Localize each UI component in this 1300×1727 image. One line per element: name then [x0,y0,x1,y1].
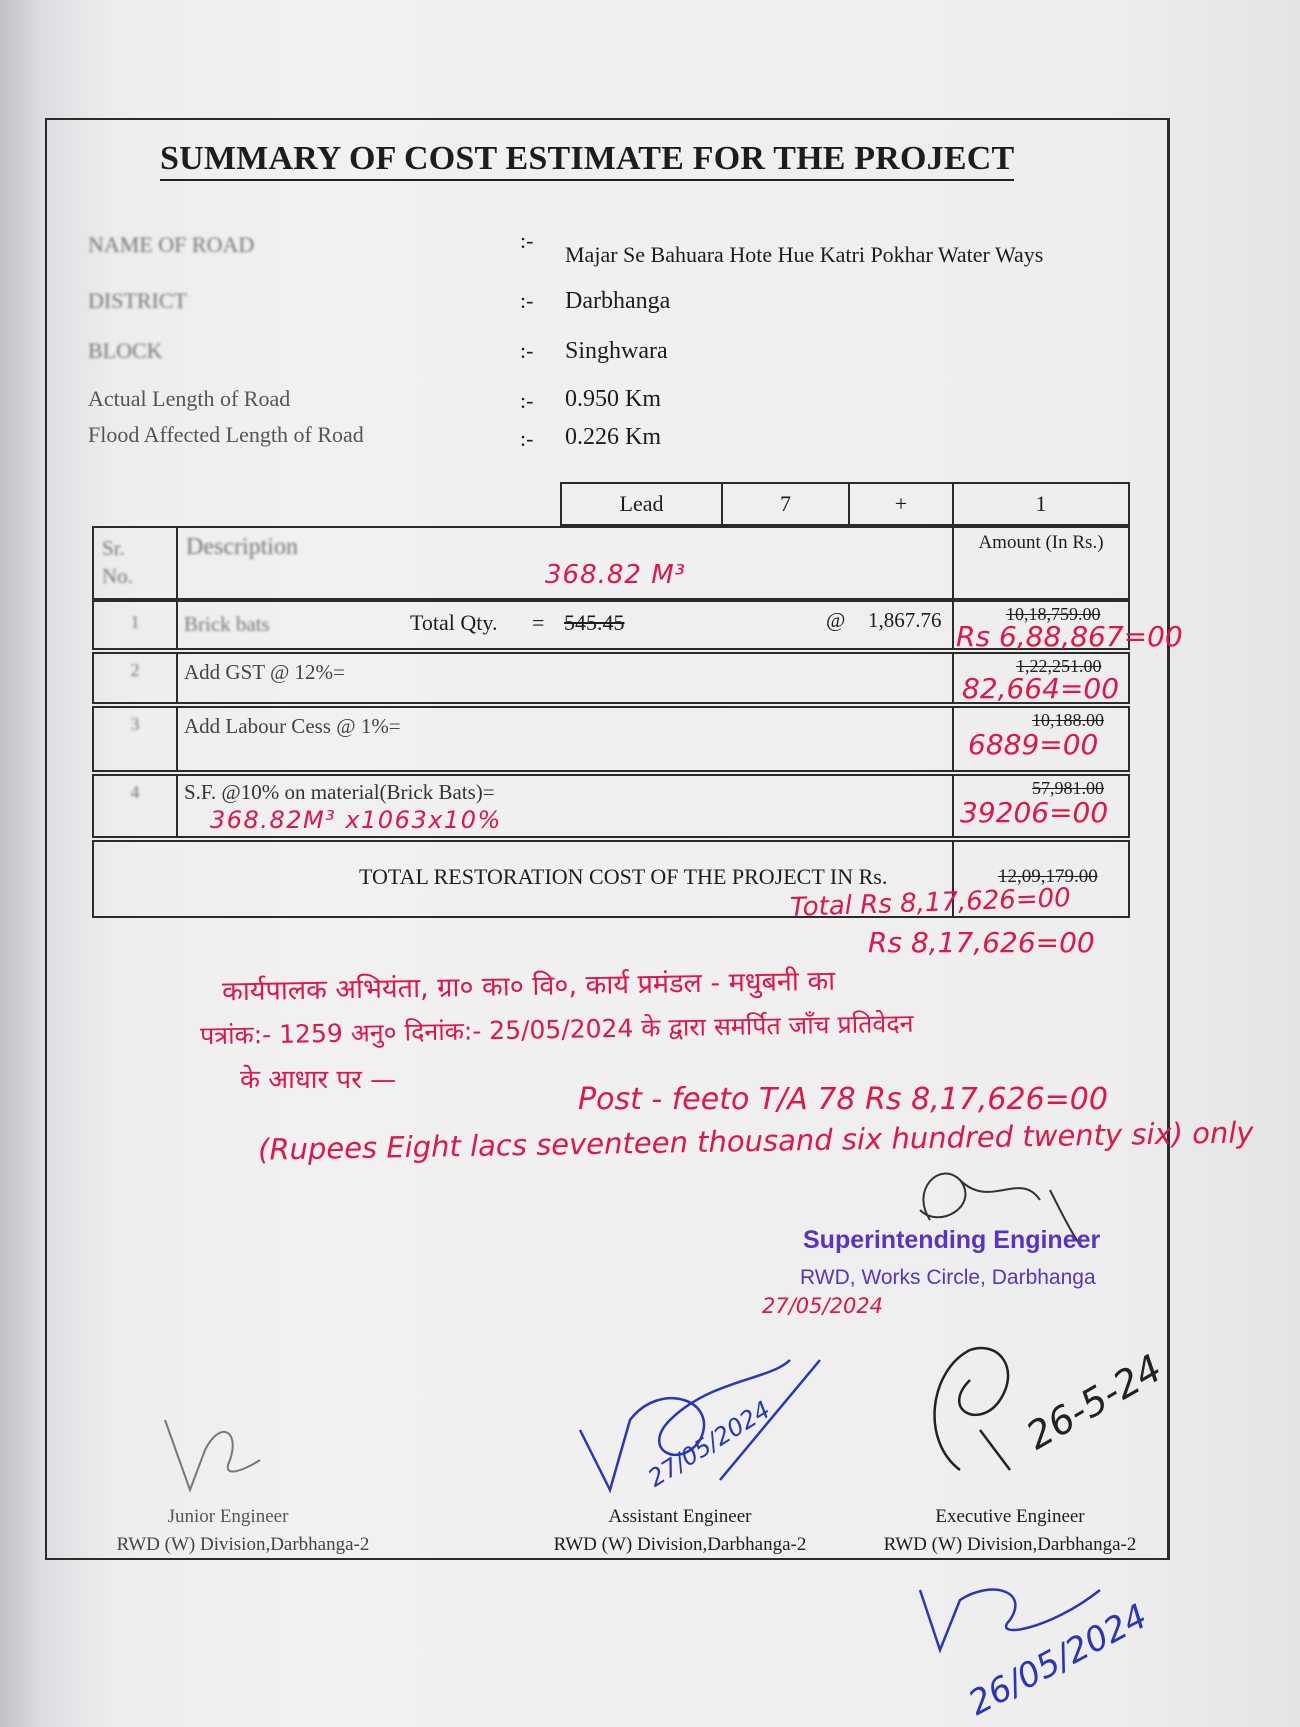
row3-hand-amount: 6889=00 [968,728,1099,761]
je-signature-icon [150,1400,280,1510]
header-srno-cell [92,526,178,600]
ae-office: RWD (W) Division,Darbhanga-2 [553,1534,807,1555]
hand-words-line: (Rupees Eight lacs seventeen thousand six hundred twenty six) only [257,1115,1254,1167]
row4-description: S.F. @10% on material(Brick Bats)= [184,780,495,804]
row1-description-cell [176,600,954,650]
total-label: TOTAL RESTORATION COST OF THE PROJECT IN Rs. [359,864,888,889]
field-label-actual-length: Actual Length of Road [88,386,291,411]
field-colon: :- [520,288,534,313]
field-value-actual-length: 0.950 Km [565,386,661,412]
row3-srno: 3 [130,714,140,734]
row1-hand-qty: 368.82 M³ [545,560,687,590]
row3-description: Add Labour Cess @ 1%= [184,714,401,738]
row1-srno-cell [92,600,178,650]
hand-blue-date: 26/05/2024 [962,1596,1154,1724]
lead-label: Lead [619,491,664,516]
header-description: Description [186,534,298,560]
row1-amount: 10,18,759.00 [1006,604,1101,624]
row3-description-cell [176,706,954,772]
hand-se-date: 27/05/2024 [762,1294,884,1318]
lead-value-cell [721,482,850,526]
ae-title: Assistant Engineer [608,1506,752,1527]
row2-description: Add GST @ 12%= [184,660,345,684]
lead-extra: 1 [1035,491,1047,516]
hand-ae-date: 27/05/2024 [643,1395,776,1493]
row1-qty-label: Total Qty. [410,610,498,635]
field-value-district: Darbhanga [565,288,671,314]
stamp-office: RWD, Works Circle, Darbhanga [800,1266,1096,1289]
hand-post-line: Post - feeto T/A 78 Rs 8,17,626=00 [578,1082,1108,1117]
lead-value: 7 [780,491,791,516]
row2-hand-amount: 82,664=00 [962,672,1120,705]
row4-srno-cell [92,774,178,838]
row4-hand-desc: 368.82M³ x1063x10% [210,806,502,834]
je-office: RWD (W) Division,Darbhanga-2 [116,1534,370,1555]
ae-signature-icon [570,1340,850,1500]
field-label-affected-length: Flood Affected Length of Road [88,422,364,447]
row1-eq: = [532,610,545,635]
hand-ee-date: 26-5-24 [1018,1345,1170,1459]
row1-rate: 1,867.76 [868,608,942,632]
row1-hand-amount: Rs 6,88,867=00 [956,620,1183,653]
field-value-road: Majar Se Bahuara Hote Hue Katri Pokhar Water Ways [565,242,1044,267]
header-srno: Sr. No. [102,536,133,588]
ee-signature-icon [920,1330,1040,1480]
ee-title: Executive Engineer [935,1506,1085,1527]
header-amount: Amount (In Rs.) [978,532,1104,553]
row1-description: Brick bats [184,612,270,636]
row4-hand-amount: 39206=00 [960,796,1109,829]
row3-srno-cell [92,706,178,772]
field-label-district: DISTRICT [88,288,187,313]
field-colon: :- [520,426,534,451]
row2-description-cell [176,652,954,704]
header-amount-cell [952,526,1130,600]
row3-amount: 10,188.00 [1032,710,1104,730]
lead-operator: + [894,491,908,516]
hand-total-line2: Rs 8,17,626=00 [868,926,1095,959]
page-title: SUMMARY OF COST ESTIMATE FOR THE PROJECT [160,140,1060,178]
field-value-block: Singhwara [565,338,668,364]
row2-srno-cell [92,652,178,704]
row1-srno: 1 [130,612,140,632]
total-amount: 12,09,179.00 [998,866,1098,887]
field-colon: :- [520,338,534,363]
row1-qty: 545.45 [564,610,625,635]
ee-office: RWD (W) Division,Darbhanga-2 [883,1534,1137,1555]
hand-hindi-line3: के आधार पर — [240,1065,397,1095]
field-value-affected-length: 0.226 Km [565,424,661,450]
lead-op-cell [848,482,954,526]
row1-at: @ [826,608,846,632]
stamp-title: Superintending Engineer [803,1226,1101,1254]
lead-label-cell [560,482,723,526]
field-colon: :- [520,228,534,253]
hand-hindi-line1: कार्यपालक अभियंता, ग्रा० का० वि०, कार्य प्रमंडल - मधुबनी का [221,965,836,1008]
row2-srno: 2 [130,660,140,680]
field-colon: :- [520,388,534,413]
row4-srno: 4 [130,782,140,802]
je-title: Junior Engineer [167,1506,289,1527]
field-label-block: BLOCK [88,338,163,363]
row2-amount: 1,22,251.00 [1016,656,1102,676]
row4-amount: 57,981.00 [1032,778,1104,798]
field-label-road: NAME OF ROAD [88,232,255,257]
hand-hindi-line2: पत्रांक:- 1259 अनु० दिनांक:- 25/05/2024 के द्वारा समर्पित जाँच प्रतिवेदन [199,1008,914,1051]
hand-total-line1: Total Rs 8,17,626=00 [789,883,1072,923]
lead-extra-cell [952,482,1130,526]
